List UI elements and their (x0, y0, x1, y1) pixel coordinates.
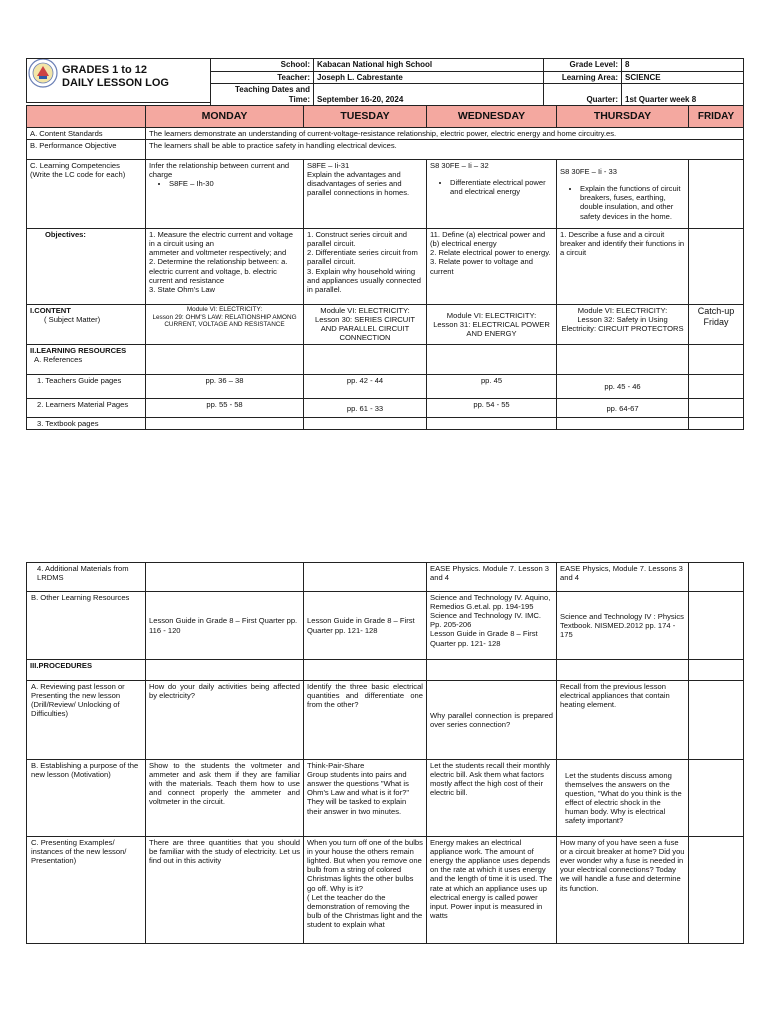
quarter-value: 1st Quarter week 8 (622, 84, 744, 106)
textbook-wednesday (427, 418, 557, 430)
additional-wednesday: EASE Physics. Module 7. Lesson 3 and 4 (427, 563, 557, 592)
day-friday: FRIDAY (689, 106, 744, 128)
textbook-tuesday (304, 418, 427, 430)
presenting-wednesday: Energy makes an electrical appliance work. The amount of energy the appliance uses depends on the rate at which it uses energy and the length of time it is used. The rate at which an appliance uses up electrical energy is called power input. Power input is measured in watts (427, 837, 557, 944)
teachers-guide-tuesday: pp. 42 - 44 (304, 375, 427, 399)
resources-label: II.LEARNING RESOURCES (30, 346, 127, 356)
header-info-table (210, 58, 744, 106)
other-resources-monday: Lesson Guide in Grade 8 – First Quarter pp. 116 - 120 (146, 592, 304, 660)
corner-cell (27, 106, 146, 128)
competencies-wednesday (427, 160, 557, 229)
resources-wednesday (427, 345, 557, 375)
establishing-monday: Show to the students the voltmeter and ammeter and ask them if they are familiar with the materials. Teach them how to use and connect properly the ammeter and voltmeter in the circuit. (146, 760, 304, 837)
content-label-cell (27, 305, 146, 345)
additional-tuesday (304, 563, 427, 592)
reviewing-tuesday: Identify the three basic electrical quantities and differentiate one from the other? (304, 681, 427, 760)
reviewing-monday: How do your daily activities being affected by electricity? (146, 681, 304, 760)
school-label: School: (211, 59, 314, 72)
content-standards-text: The learners demonstrate an understanding of current-voltage-resistance relationship, electric power, electric energy and home circuitry.es. (146, 128, 744, 140)
performance-text: The learners shall be able to practice safety in handling electrical devices. (146, 140, 744, 160)
content-label: I.CONTENT (30, 306, 71, 316)
objectives-friday (689, 229, 744, 305)
resources-label-cell (27, 345, 146, 375)
page-one (0, 0, 768, 470)
content-standards-label: A. Content Standards (27, 128, 146, 140)
resources-tuesday (304, 345, 427, 375)
reviewing-wednesday: Why parallel connection is prepared over series connection? (427, 681, 557, 760)
textbook-label: 3. Textbook pages (27, 418, 146, 430)
competency-mon-code: • S8FE – Ih-30 (169, 179, 300, 188)
competency-mon-text: Infer the relationship between current and charge (149, 161, 290, 180)
textbook-monday (146, 418, 304, 430)
competency-wed-bullet: • Differentiate electrical power and electrical energy (450, 178, 553, 196)
presenting-label: C. Presenting Examples/ instances of the new lesson/ Presentation) (27, 837, 146, 944)
learners-material-label: 2. Learners Material Pages (27, 399, 146, 418)
grade-label: Grade Level: (544, 59, 622, 72)
procedures-monday (146, 660, 304, 681)
procedures-thursday (557, 660, 689, 681)
lesson-table-page2 (26, 562, 744, 944)
additional-thursday: EASE Physics, Module 7. Lessons 3 and 4 (557, 563, 689, 592)
other-resources-tuesday: Lesson Guide in Grade 8 – First Quarter pp. 121- 128 (304, 592, 427, 660)
teacher-value: Joseph L. Cabrestante (314, 71, 544, 84)
presenting-thursday: How many of you have seen a fuse or a circuit breaker at home? Did you ever wonder why a fuse is needed in your electrical connections? Today we will handle a fuse and determine its function. (557, 837, 689, 944)
content-sublabel: ( Subject Matter) (44, 315, 101, 325)
competencies-friday (689, 160, 744, 229)
other-resources-wednesday: Science and Technology IV. Aquino, Remedios G.et.al. pp. 194-195 Science and Technology IV. IMC. Pp. 205-206 Lesson Guide in Grade 8 – First Quarter pp. 121- 128 (427, 592, 557, 660)
competency-wed-code: S8 30FE – Ii – 32 (430, 161, 489, 171)
content-thursday: Module VI: ELECTRICITY: Lesson 32: Safety in Using Electricity: CIRCUIT PROTECTORS (557, 305, 689, 345)
procedures-tuesday (304, 660, 427, 681)
title-line-2: DAILY LESSON LOG (62, 77, 169, 90)
textbook-thursday (557, 418, 689, 430)
learners-material-tuesday: pp. 61 - 33 (304, 399, 427, 418)
objectives-tuesday: 1. Construct series circuit and parallel circuit. 2. Differentiate series circuit from parallel circuit. 3. Explain why household wiring and appliances usually connected in parallel. (304, 229, 427, 305)
teachers-guide-monday: pp. 36 – 38 (146, 375, 304, 399)
learners-material-thursday: pp. 64-67 (557, 399, 689, 418)
reviewing-friday (689, 681, 744, 760)
day-wednesday: WEDNESDAY (427, 106, 557, 128)
establishing-tuesday: Think-Pair-Share Group students into pairs and answer the questions "What is Ohm's Law and what is it for?" They will be tasked to explain their answer in two minutes. (304, 760, 427, 837)
presenting-friday (689, 837, 744, 944)
page-two (0, 560, 768, 1024)
objectives-wednesday: 11. Define (a) electrical power and (b) electrical energy 2. Relate electrical power to energy. 3. Relate power to voltage and current (427, 229, 557, 305)
content-friday: Catch-up Friday (689, 305, 744, 345)
objectives-monday: 1. Measure the electric current and voltage in a circuit using an ammeter and voltmeter respectively; and 2. Determine the relationship between: a. electric current and voltage, b. electric current and resistance 3. State Ohm's Law (146, 229, 304, 305)
content-tuesday: Module VI: ELECTRICITY: Lesson 30: SERIES CIRCUIT AND PARALLEL CIRCUIT CONNECTION (304, 305, 427, 345)
other-resources-friday (689, 592, 744, 660)
teachers-guide-wednesday: pp. 45 (427, 375, 557, 399)
additional-friday (689, 563, 744, 592)
objectives-label: Objectives: (27, 229, 146, 305)
procedures-label: III.PROCEDURES (27, 660, 146, 681)
quarter-label: Quarter: (544, 84, 622, 106)
objectives-thursday: 1. Describe a fuse and a circuit breaker and identify their functions in a circuit (557, 229, 689, 305)
reviewing-label: A. Reviewing past lesson or Presenting the new lesson (Drill/Review/ Unlocking of Difficulties) (27, 681, 146, 760)
procedures-friday (689, 660, 744, 681)
content-wednesday: Module VI: ELECTRICITY: Lesson 31: ELECTRICAL POWER AND ENERGY (427, 305, 557, 345)
competencies-monday (146, 160, 304, 229)
dates-value: September 16-20, 2024 (314, 84, 544, 106)
school-value: Kabacan National high School (314, 59, 544, 72)
textbook-friday (689, 418, 744, 430)
resources-monday (146, 345, 304, 375)
performance-label: B. Performance Objective (27, 140, 146, 160)
day-monday: MONDAY (146, 106, 304, 128)
learners-material-friday (689, 399, 744, 418)
title-line-1: GRADES 1 to 12 (62, 64, 147, 76)
day-tuesday: TUESDAY (304, 106, 427, 128)
lesson-table-page1 (26, 105, 744, 430)
additional-materials-label: 4. Additional Materials from LRDMS (27, 563, 146, 592)
title-frame (26, 58, 211, 103)
resources-friday (689, 345, 744, 375)
establishing-wednesday: Let the students recall their monthly electric bill. Ask them what factors mostly affect the high cost of their electric bill. (427, 760, 557, 837)
competencies-label: C. Learning Competencies (Write the LC code for each) (27, 160, 146, 229)
competency-thu-bullet: • Explain the functions of circuit breakers, fuses, earthing, double insulation, and other safety devices in the home. (580, 184, 685, 220)
dates-label: Teaching Dates and Time: (211, 84, 314, 106)
resources-thursday (557, 345, 689, 375)
day-thursday: THURSDAY (557, 106, 689, 128)
reviewing-thursday: Recall from the previous lesson electrical appliances that contain heating element. (557, 681, 689, 760)
procedures-wednesday (427, 660, 557, 681)
competency-thu-code: S8 30FE – Ii - 33 (560, 167, 617, 177)
area-label: Learning Area: (544, 71, 622, 84)
establishing-friday (689, 760, 744, 837)
teacher-label: Teacher: (211, 71, 314, 84)
presenting-monday: There are three quantities that you should be familiar with the study of electricity. Let us find out in this activity (146, 837, 304, 944)
other-resources-label: B. Other Learning Resources (27, 592, 146, 660)
additional-monday (146, 563, 304, 592)
establishing-thursday: Let the students discuss among themselves the answers on the question, "What do you think is the effect of electric shock in the human body. Why is electrical safety important? (557, 760, 689, 837)
other-resources-thursday: Science and Technology IV : Physics Textbook. NISMED.2012 pp. 174 - 175 (557, 592, 689, 660)
competencies-tuesday: S8FE – Ii-31 Explain the advantages and disadvantages of series and parallel connections in homes. (304, 160, 427, 229)
references-label: A. References (34, 355, 83, 365)
competencies-thursday (557, 160, 689, 229)
teachers-guide-thursday: pp. 45 - 46 (557, 375, 689, 399)
presenting-tuesday: When you turn off one of the bulbs in your house the others remain lighted. But when you remove one bulb from a string of colored Christmas lights the other bulbs go off. Why is it? ( Let the teacher do the demonstration of removing the bulb of the Christmas light and the student to explain what (304, 837, 427, 944)
teachers-guide-label: 1. Teachers Guide pages (27, 375, 146, 399)
learners-material-monday: pp. 55 - 58 (146, 399, 304, 418)
teachers-guide-friday (689, 375, 744, 399)
learners-material-wednesday: pp. 54 - 55 (427, 399, 557, 418)
establishing-label: B. Establishing a purpose of the new lesson (Motivation) (27, 760, 146, 837)
content-monday: Module VI: ELECTRICITY: Lesson 29: OHM'S LAW: RELATIONSHIP AMONG CURRENT, VOLTAGE AND RESISTANCE (146, 305, 304, 345)
area-value: SCIENCE (622, 71, 744, 84)
grade-value: 8 (622, 59, 744, 72)
